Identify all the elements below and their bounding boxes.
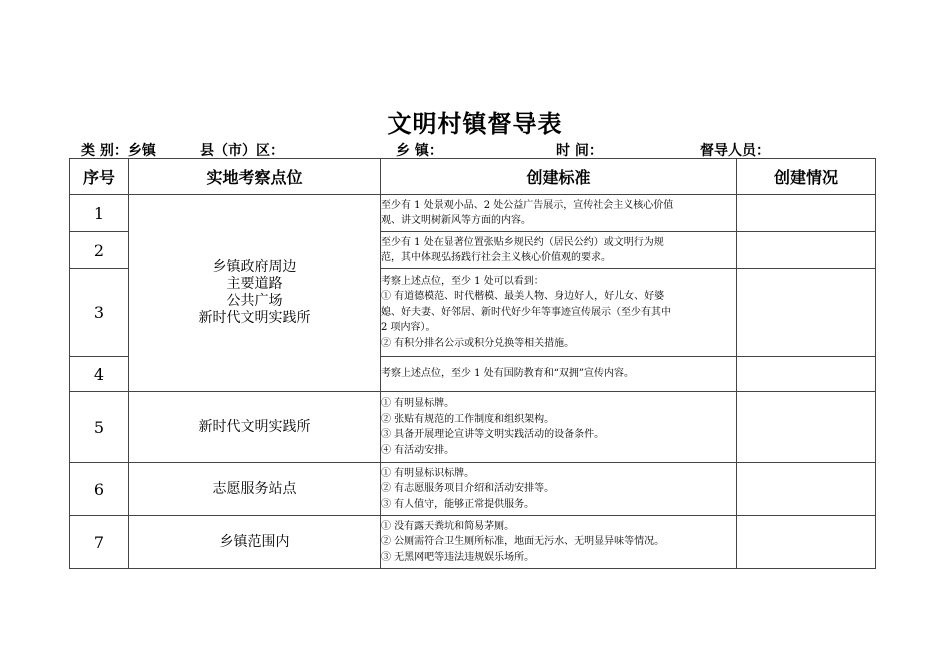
row-seq: 5	[70, 392, 129, 463]
header-standard: 创建标准	[381, 159, 737, 195]
location-line: 新时代文明实践所	[198, 310, 311, 326]
location-line: 乡镇政府周边	[212, 259, 297, 275]
merged-location-cell	[129, 195, 381, 392]
row-seq: 2	[70, 232, 129, 269]
standard-line: ① 没有露天粪坑和简易茅厕。	[381, 520, 515, 532]
standard-line: ③ 具备开展理论宣讲等文明实践活动的设备条件。	[381, 429, 605, 440]
standard-line: ③ 有人值守，能够正常提供服务。	[381, 498, 535, 510]
meta-township: 乡 镇：	[396, 143, 443, 159]
table-row	[70, 516, 876, 569]
standard-line: ① 有明显标牌。	[381, 398, 455, 409]
standard-line: 范，其中体现弘扬践行社会主义核心价值观的要求。	[381, 252, 611, 263]
row-standard	[381, 269, 737, 357]
row-location: 志愿服务站点	[129, 463, 381, 516]
standard-line: 观、讲文明树新风等方面的内容。	[381, 215, 531, 226]
header-seq: 序号	[70, 159, 129, 195]
standard-line: 至少有 1 处景观小品、2 处公益广告展示，宣传社会主义核心价值	[381, 199, 674, 211]
location-line: 主要道路	[226, 276, 283, 292]
standard-line: ② 张贴有规范的工作制度和组织架构。	[381, 413, 555, 425]
meta-category: 类 别：乡镇	[81, 143, 156, 159]
standard-line: ① 有明显标识标牌。	[381, 467, 475, 479]
standard-line: ② 公厕需符合卫生厕所标准，地面无污水、无明显异味等情况。	[381, 536, 665, 548]
table-row	[70, 392, 876, 463]
row-standard	[381, 392, 737, 463]
location-line: 公共广场	[226, 293, 283, 309]
row-situation[interactable]	[737, 392, 876, 463]
standard-line: 考察上述点位，至少 1 处有国防教育和“双拥”宣传内容。	[381, 368, 634, 380]
row-seq: 1	[70, 195, 129, 232]
row-situation[interactable]	[737, 269, 876, 357]
row-seq: 4	[70, 357, 129, 392]
standard-line: ② 有志愿服务项目介绍和活动安排等。	[381, 483, 555, 495]
header-location: 实地考察点位	[129, 159, 381, 195]
row-location: 乡镇范围内	[129, 516, 381, 569]
row-standard	[381, 357, 737, 392]
supervision-table	[69, 158, 876, 569]
row-situation[interactable]	[737, 463, 876, 516]
standard-line: 考察上述点位，至少 1 处可以看到：	[381, 275, 544, 287]
row-situation[interactable]	[737, 357, 876, 392]
table-row	[70, 195, 876, 232]
meta-county: 县（市）区：	[200, 143, 284, 159]
row-seq: 7	[70, 516, 129, 569]
row-seq: 3	[70, 269, 129, 357]
row-location: 新时代文明实践所	[129, 392, 381, 463]
meta-time: 时 间：	[556, 143, 603, 159]
row-standard	[381, 463, 737, 516]
standard-line: ① 有道德模范、时代楷模、最美人物、身边好人，好儿女、好婆	[381, 291, 665, 303]
row-situation[interactable]	[737, 195, 876, 232]
standard-line: 媳、好夫妻、好邻居、新时代好少年等事迹宣传展示（至少有其中	[381, 306, 671, 318]
standard-line: ② 有积分排名公示或积分兑换等相关措施。	[381, 337, 575, 349]
standard-line: ④ 有活动安排。	[381, 444, 455, 456]
row-standard	[381, 516, 737, 569]
meta-supervisor: 督导人员：	[700, 143, 770, 159]
row-standard	[381, 195, 737, 232]
standard-line: ③ 无黑网吧等违法违规娱乐场所。	[381, 551, 535, 563]
table-row	[70, 463, 876, 516]
row-standard	[381, 232, 737, 269]
row-seq: 6	[70, 463, 129, 516]
header-row	[70, 159, 876, 195]
row-situation[interactable]	[737, 232, 876, 269]
header-situation: 创建情况	[737, 159, 876, 195]
standard-line: 2 项内容）。	[381, 322, 436, 334]
standard-line: 至少有 1 处在显著位置张贴乡规民约（居民公约）或文明行为规	[381, 236, 664, 248]
document-title: 文明村镇督导表	[387, 110, 563, 138]
row-situation[interactable]	[737, 516, 876, 569]
